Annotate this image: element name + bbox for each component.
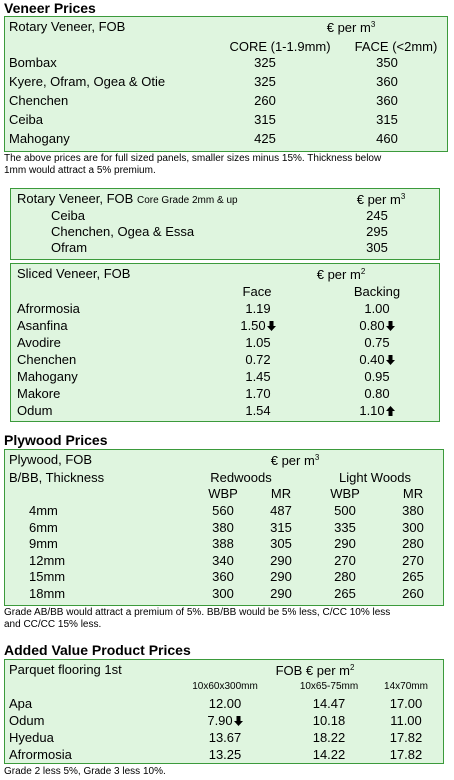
plywood-price: 380 bbox=[212, 519, 234, 535]
redwoods-group-header: Redwoods bbox=[210, 470, 272, 485]
parquet-price: 17.00 bbox=[389, 696, 423, 711]
plywood-price: 335 bbox=[334, 519, 356, 535]
plywood-price: 270 bbox=[334, 552, 356, 568]
sliced-face-price: 0.72 bbox=[245, 352, 271, 367]
veneer-prices-heading: Veneer Prices bbox=[4, 0, 96, 16]
core-grade-species: Ofram bbox=[51, 240, 88, 255]
rotary-face-price: 315 bbox=[376, 112, 398, 127]
plywood-subtitle: B/BB, Thickness bbox=[9, 470, 105, 485]
rotary-species: Chenchen bbox=[9, 93, 69, 108]
core-column-header: CORE (1-1.9mm) bbox=[229, 39, 331, 54]
rotary-veneer-title: Rotary Veneer, FOB bbox=[9, 19, 126, 34]
core-grade-price: 245 bbox=[366, 208, 388, 223]
parquet-species: Odum bbox=[9, 713, 45, 728]
parquet-table bbox=[4, 659, 444, 764]
face-column-header: FACE (<2mm) bbox=[354, 39, 438, 54]
plywood-price: 560 bbox=[212, 503, 234, 518]
plywood-price: 315 bbox=[270, 519, 292, 535]
parquet-unit: FOB € per $m^2$ bbox=[275, 663, 355, 678]
plywood-price: 300 bbox=[212, 586, 234, 601]
parquet-price: 12.00 bbox=[208, 696, 242, 711]
rotary-core-price: 325 bbox=[254, 55, 276, 70]
plywood-thickness: 4mm bbox=[29, 503, 58, 518]
sliced-face-price: 1.19 bbox=[245, 301, 271, 316]
veneer-note-line2: 1mm would attract a 5% premium. bbox=[4, 165, 156, 176]
sliced-species: Chenchen bbox=[17, 352, 77, 367]
sliced-face-header: Face bbox=[242, 284, 272, 299]
parquet-species: Afrormosia bbox=[9, 747, 72, 762]
sliced-veneer-title: Sliced Veneer, FOB bbox=[17, 266, 131, 281]
rotary-core-price: 425 bbox=[254, 131, 276, 146]
plywood-note-line2: and CC/CC 15% less. bbox=[4, 619, 102, 630]
rotary-face-price: 360 bbox=[376, 74, 398, 89]
plywood-price: 265 bbox=[402, 569, 424, 585]
plywood-thickness: 15mm bbox=[29, 569, 66, 585]
plywood-price: 290 bbox=[334, 536, 356, 552]
plywood-thickness: 9mm bbox=[29, 536, 58, 552]
parquet-col-header: 14x70mm bbox=[384, 681, 428, 692]
core-grade-species: Chenchen, Ogea & Essa bbox=[51, 224, 195, 239]
sliced-species: Asanfina bbox=[17, 318, 68, 333]
core-grade-price: 305 bbox=[366, 240, 388, 255]
parquet-price: 13.25 bbox=[208, 747, 242, 762]
plywood-price: 260 bbox=[402, 586, 424, 601]
sliced-face-price: 1.54 bbox=[245, 403, 271, 418]
plywood-col-header: WBP bbox=[208, 486, 238, 501]
plywood-price: 290 bbox=[270, 569, 292, 585]
sliced-backing-header: Backing bbox=[353, 284, 401, 299]
plywood-title: Plywood, FOB bbox=[9, 452, 93, 467]
parquet-species: Apa bbox=[9, 696, 33, 711]
core-grade-table bbox=[10, 188, 440, 260]
sliced-species: Mahogany bbox=[17, 369, 78, 384]
rotary-core-price: 260 bbox=[254, 93, 276, 108]
sliced-backing-price: 1.00 bbox=[364, 301, 390, 316]
sliced-species: Odum bbox=[17, 403, 53, 418]
plywood-col-header: WBP bbox=[330, 486, 360, 501]
sliced-species: Makore bbox=[17, 386, 61, 401]
sliced-backing-price: 1.10 bbox=[337, 403, 417, 419]
plywood-note-line1: Grade AB/BB would attract a premium of 5%. BB/BB would be 5% less, C/CC 10% less bbox=[4, 607, 391, 618]
rotary-species: Ceiba bbox=[9, 112, 43, 127]
parquet-col-header: 10x60x300mm bbox=[192, 681, 258, 692]
arrow-down-icon bbox=[234, 714, 243, 724]
arrow-down-icon bbox=[386, 319, 395, 329]
sliced-face-price: 1.45 bbox=[245, 369, 271, 384]
sliced-species: Avodire bbox=[17, 335, 61, 350]
plywood-price: 500 bbox=[334, 503, 356, 518]
plywood-thickness: 12mm bbox=[29, 552, 66, 568]
rotary-veneer-unit: € per $m^3$ bbox=[326, 20, 376, 35]
sliced-face-price: 1.05 bbox=[245, 335, 271, 350]
sliced-backing-price: 0.80 bbox=[337, 318, 417, 334]
rotary-species: Bombax bbox=[9, 55, 57, 70]
lightwoods-group-header: Light Woods bbox=[338, 470, 412, 485]
plywood-thickness: 18mm bbox=[29, 586, 66, 601]
parquet-price: 7.90 bbox=[173, 713, 277, 729]
added-value-heading: Added Value Product Prices bbox=[4, 642, 191, 658]
core-grade-unit: € per $m^3$ bbox=[356, 192, 406, 207]
parquet-title: Parquet flooring 1st bbox=[9, 662, 122, 677]
plywood-price: 380 bbox=[402, 503, 424, 518]
sliced-species: Afrormosia bbox=[17, 301, 80, 316]
core-grade-title: Rotary Veneer, FOB Core Grade 2mm & up bbox=[17, 191, 238, 206]
parquet-price: 11.00 bbox=[390, 713, 422, 728]
plywood-price: 360 bbox=[212, 569, 234, 585]
plywood-unit: € per $m^3$ bbox=[270, 453, 320, 468]
plywood-col-header: MR bbox=[402, 486, 424, 501]
sliced-veneer-table bbox=[10, 263, 440, 422]
rotary-face-price: 350 bbox=[376, 55, 398, 70]
sliced-backing-price: 0.75 bbox=[364, 335, 390, 350]
sliced-veneer-unit: € per $m^2$ bbox=[316, 267, 366, 282]
parquet-species: Hyedua bbox=[9, 730, 54, 745]
rotary-species: Kyere, Ofram, Ogea & Otie bbox=[9, 74, 166, 89]
rotary-face-price: 360 bbox=[376, 93, 398, 108]
parquet-price: 17.82 bbox=[389, 730, 423, 745]
sliced-backing-price: 0.80 bbox=[364, 386, 390, 401]
arrow-down-icon bbox=[386, 353, 395, 363]
rotary-core-price: 325 bbox=[254, 74, 276, 89]
plywood-price: 265 bbox=[334, 586, 356, 601]
plywood-price: 270 bbox=[402, 552, 424, 568]
plywood-price: 290 bbox=[270, 552, 292, 568]
parquet-col-header: 10x65-75mm bbox=[299, 681, 359, 692]
veneer-note-line1: The above prices are for full sized panels, smaller sizes minus 15%. Thickness below bbox=[4, 153, 382, 164]
parquet-price: 14.22 bbox=[312, 747, 346, 762]
plywood-price: 340 bbox=[212, 552, 234, 568]
rotary-core-price: 315 bbox=[254, 112, 276, 127]
rotary-species: Mahogany bbox=[9, 131, 70, 146]
added-value-note: Grade 2 less 5%, Grade 3 less 10%. bbox=[4, 766, 166, 777]
sliced-backing-price: 0.40 bbox=[337, 352, 417, 368]
plywood-price: 290 bbox=[270, 586, 292, 601]
rotary-face-price: 460 bbox=[376, 131, 398, 146]
parquet-price: 18.22 bbox=[312, 730, 346, 745]
plywood-col-header: MR bbox=[270, 486, 292, 501]
plywood-price: 388 bbox=[212, 536, 234, 552]
plywood-thickness: 6mm bbox=[29, 519, 58, 535]
plywood-price: 305 bbox=[270, 536, 292, 552]
arrow-up-icon bbox=[386, 404, 395, 414]
core-grade-price: 295 bbox=[366, 224, 388, 239]
rotary-veneer-table bbox=[4, 16, 448, 152]
parquet-price: 10.18 bbox=[312, 713, 346, 728]
sliced-backing-price: 0.95 bbox=[364, 369, 390, 384]
sliced-face-price: 1.50 bbox=[223, 318, 293, 334]
plywood-price: 300 bbox=[402, 519, 424, 535]
plywood-table bbox=[4, 449, 444, 606]
plywood-price: 487 bbox=[270, 503, 292, 518]
arrow-down-icon bbox=[267, 319, 276, 329]
parquet-price: 14.47 bbox=[312, 696, 346, 711]
plywood-price: 280 bbox=[402, 536, 424, 552]
plywood-price: 280 bbox=[334, 569, 356, 585]
parquet-price: 13.67 bbox=[208, 730, 242, 745]
parquet-price: 17.82 bbox=[389, 747, 423, 762]
core-grade-species: Ceiba bbox=[51, 208, 85, 223]
sliced-face-price: 1.70 bbox=[245, 386, 271, 401]
plywood-prices-heading: Plywood Prices bbox=[4, 432, 108, 448]
